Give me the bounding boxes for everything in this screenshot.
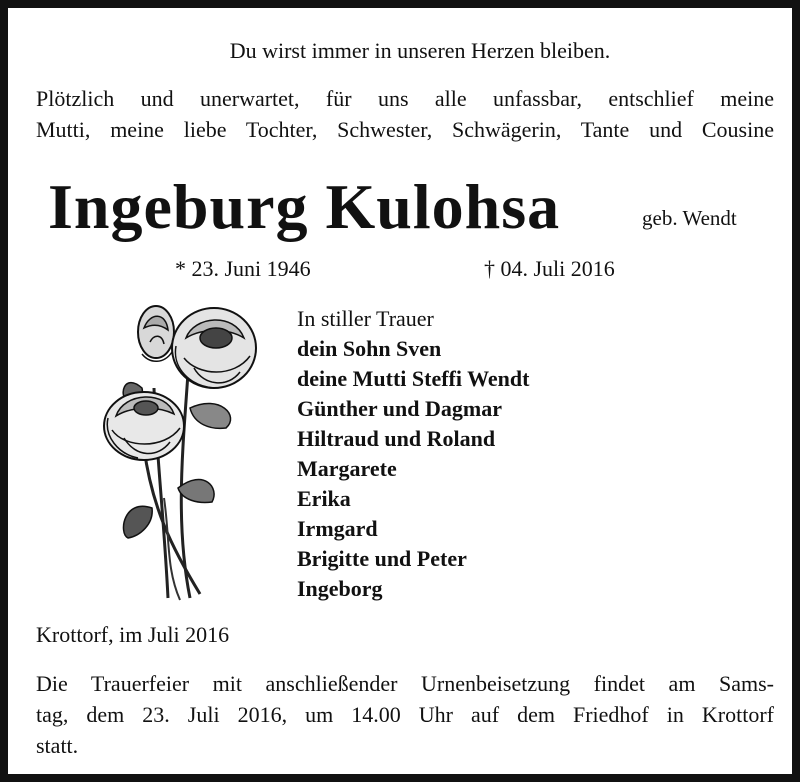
motto-line: Du wirst immer in unseren Herzen bleiben. [229, 38, 611, 63]
notice-line: Die Trauerfeier mit anschließender Urnenbeisetzung findet am Sams- [36, 671, 774, 696]
roses-illustration [94, 298, 266, 608]
place-and-date: Krottorf, im Juli 2016 [36, 622, 230, 647]
notice-line: tag, dem 23. Juli 2016, um 14.00 Uhr auf dem Friedhof in Krottorf [36, 702, 774, 727]
maiden-name: geb. Wendt [642, 206, 737, 230]
deceased-name: Ingeburg Kulohsa [48, 171, 561, 242]
death-date: † 04. Juli 2016 [484, 256, 615, 281]
mourners-list [297, 304, 529, 604]
mourner-name: Brigitte und Peter [297, 546, 467, 571]
funeral-notice [36, 668, 774, 761]
mourner-name: deine Mutti Steffi Wendt [297, 366, 530, 391]
mourner-name: Günther und Dagmar [297, 396, 502, 421]
birth-date: * 23. Juni 1946 [175, 256, 311, 281]
intro-line: Plötzlich und unerwartet, für uns alle unfassbar, entschlief meine [36, 86, 774, 111]
mourner-name: Erika [297, 486, 351, 511]
mourners-heading: In stiller Trauer [297, 306, 434, 331]
mourner-name: Irmgard [297, 516, 378, 541]
mourner-name: Margarete [297, 456, 397, 481]
notice-line: statt. [36, 733, 79, 758]
mourner-name: Ingeborg [297, 576, 383, 601]
intro-text [36, 83, 774, 145]
intro-line: Mutti, meine liebe Tochter, Schwester, Schwägerin, Tante und Cousine [36, 117, 774, 142]
mourner-name: dein Sohn Sven [297, 336, 442, 361]
mourner-name: Hiltraud und Roland [297, 426, 496, 451]
